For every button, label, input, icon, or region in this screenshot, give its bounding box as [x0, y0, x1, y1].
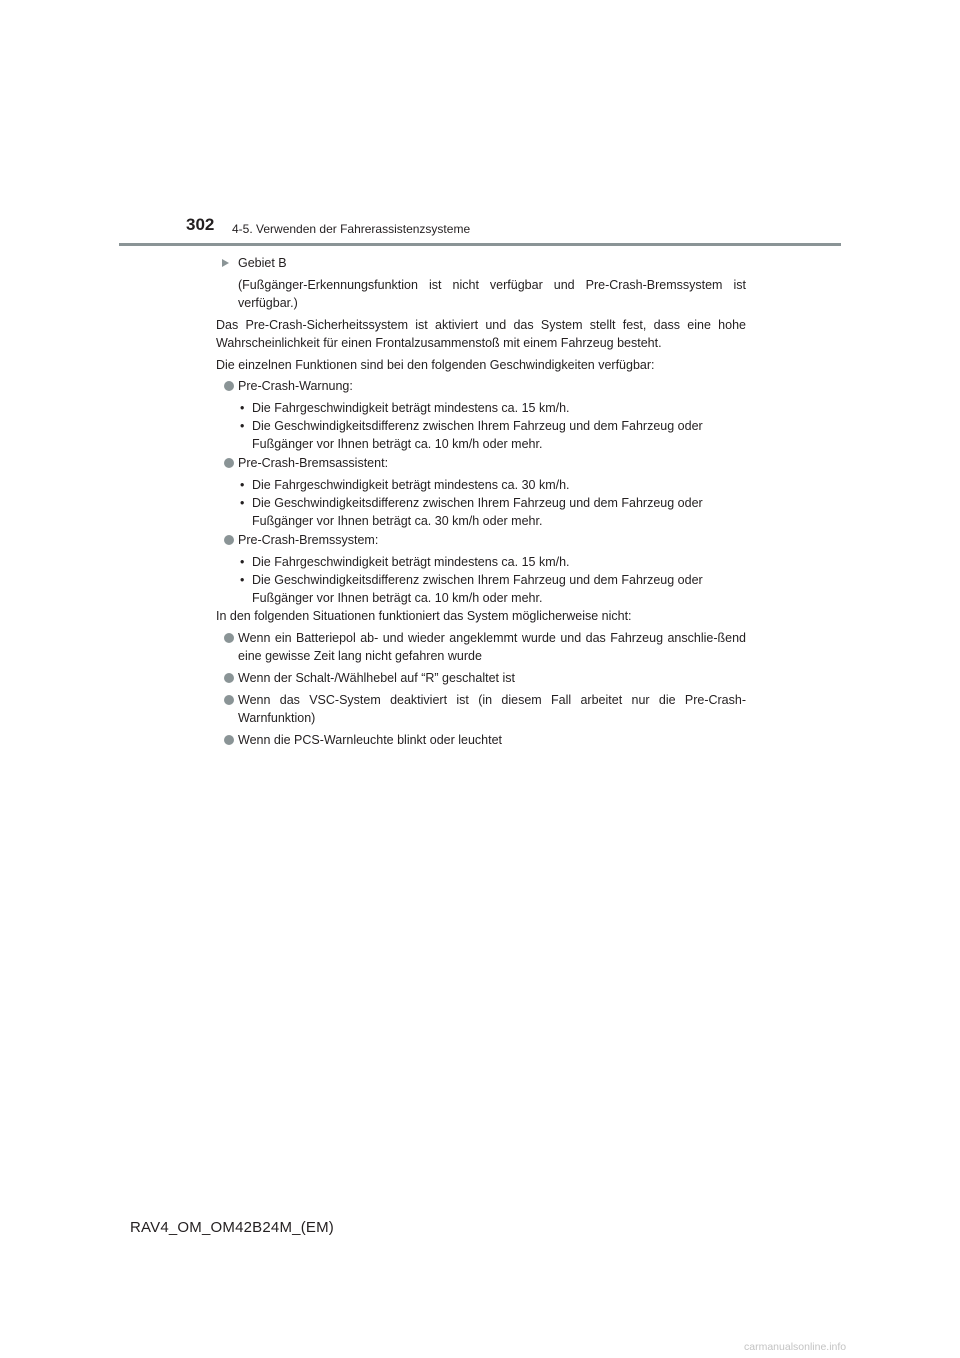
- situation-text: Wenn der Schalt-/Wählhebel auf “R” geschaltet ist: [238, 671, 515, 685]
- header-divider: [119, 243, 841, 246]
- situation-text: Wenn das VSC-System deaktiviert ist (in diesem Fall arbeitet nur die Pre-Crash-Warnfunktion): [238, 693, 746, 725]
- condition-text: Die Geschwindigkeitsdifferenz zwischen Ihrem Fahrzeug und dem Fahrzeug oder Fußgänger vor Ihnen beträgt ca. 10 km/h oder mehr.: [252, 573, 703, 605]
- small-bullet-icon: •: [240, 478, 245, 492]
- function-name: Pre-Crash-Warnung:: [238, 379, 353, 393]
- watermark: carmanualsonline.info: [744, 1341, 847, 1353]
- bullet-icon: [224, 735, 234, 745]
- list-item: [216, 731, 746, 749]
- bullet-icon: [224, 633, 234, 643]
- bullet-icon: [224, 458, 234, 468]
- page-content: [216, 254, 746, 749]
- condition-item: [216, 399, 746, 417]
- condition-item: [216, 553, 746, 571]
- small-bullet-icon: •: [240, 573, 245, 587]
- condition-item: [216, 494, 746, 530]
- list-item: [216, 454, 746, 472]
- function-name: Pre-Crash-Bremssystem:: [238, 533, 379, 547]
- small-bullet-icon: •: [240, 555, 245, 569]
- condition-text: Die Fahrgeschwindigkeit beträgt mindestens ca. 30 km/h.: [252, 478, 570, 492]
- area-b-note: (Fußgänger-Erkennungsfunktion ist nicht verfügbar und Pre-Crash-Bremssystem ist verfügbar.): [238, 278, 746, 310]
- bullet-icon: [224, 673, 234, 683]
- area-b-heading: [216, 254, 746, 272]
- list-item: [216, 377, 746, 395]
- area-b-heading-text: Gebiet B: [238, 256, 287, 270]
- list-item: [216, 629, 746, 665]
- list-item: [216, 531, 746, 549]
- small-bullet-icon: •: [240, 496, 245, 510]
- intro-paragraph: Das Pre-Crash-Sicherheitssystem ist aktiviert und das System stellt fest, dass eine hohe Wahrscheinlichkeit für einen Frontalzusammenstoß mit einem Fahrzeug besteht.: [216, 318, 746, 350]
- bullet-icon: [224, 695, 234, 705]
- arrow-right-icon: [222, 259, 229, 267]
- situations-intro: In den folgenden Situationen funktioniert das System möglicherweise nicht:: [216, 609, 632, 623]
- small-bullet-icon: •: [240, 401, 245, 415]
- condition-item: [216, 417, 746, 453]
- condition-text: Die Geschwindigkeitsdifferenz zwischen Ihrem Fahrzeug und dem Fahrzeug oder Fußgänger vor Ihnen beträgt ca. 30 km/h oder mehr.: [252, 496, 703, 528]
- situation-text: Wenn die PCS-Warnleuchte blinkt oder leuchtet: [238, 733, 503, 747]
- condition-text: Die Fahrgeschwindigkeit beträgt mindestens ca. 15 km/h.: [252, 555, 570, 569]
- list-item: [216, 691, 746, 727]
- condition-item: [216, 571, 746, 607]
- section-title: 4-5. Verwenden der Fahrerassistenzsysteme: [232, 222, 471, 236]
- bullet-icon: [224, 535, 234, 545]
- function-name: Pre-Crash-Bremsassistent:: [238, 456, 389, 470]
- page-number: 302: [186, 215, 215, 234]
- list-item: [216, 669, 746, 687]
- speeds-intro: Die einzelnen Funktionen sind bei den folgenden Geschwindigkeiten verfügbar:: [216, 358, 655, 372]
- condition-text: Die Geschwindigkeitsdifferenz zwischen Ihrem Fahrzeug und dem Fahrzeug oder Fußgänger vor Ihnen beträgt ca. 10 km/h oder mehr.: [252, 419, 703, 451]
- bullet-icon: [224, 381, 234, 391]
- document-code: RAV4_OM_OM42B24M_(EM): [130, 1219, 334, 1236]
- condition-text: Die Fahrgeschwindigkeit beträgt mindestens ca. 15 km/h.: [252, 401, 570, 415]
- small-bullet-icon: •: [240, 419, 245, 433]
- condition-item: [216, 476, 746, 494]
- situation-text: Wenn ein Batteriepol ab- und wieder angeklemmt wurde und das Fahrzeug anschlie-ßend eine gewisse Zeit lang nicht gefahren wurde: [238, 631, 746, 663]
